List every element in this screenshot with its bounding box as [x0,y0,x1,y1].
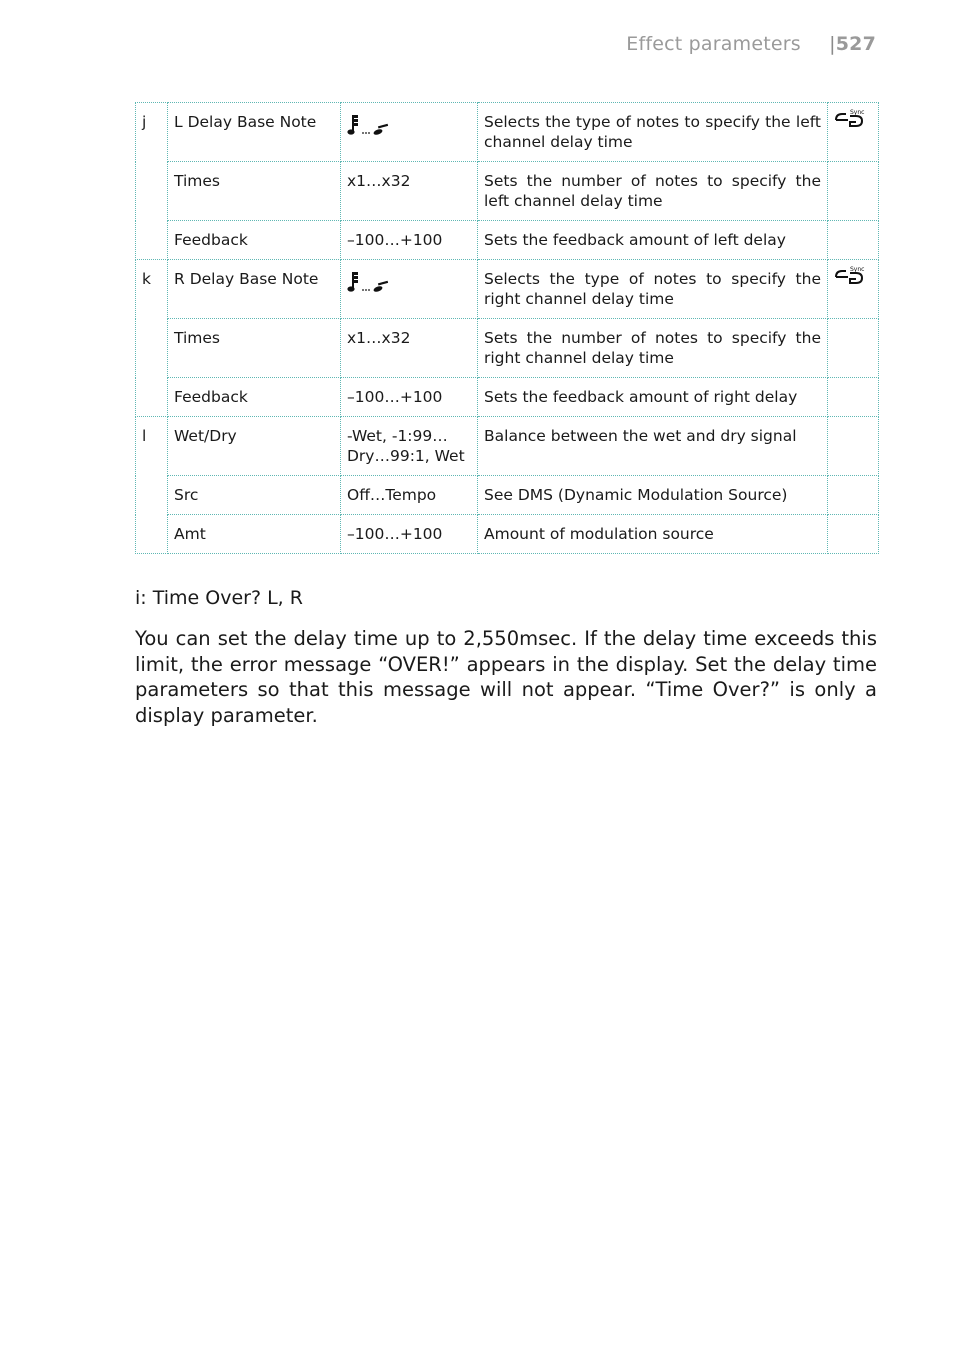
parameter-table [135,102,879,554]
param-name: Src [168,476,341,515]
table-row [136,319,879,378]
sync-cell [828,515,879,554]
param-value-line: -Wet, -1:99… [347,427,448,445]
section-title: i: Time Over? L, R [135,587,303,609]
param-name: Feedback [168,378,341,417]
param-value: x1…x32 [341,162,478,221]
table-row [136,417,879,476]
table-row [136,476,879,515]
section-body: You can set the delay time up to 2,550msec. If the delay time exceeds this limit, the error message “OVER!” appears in the display. Set the delay time parameters so that this message will not appear. “Time Over?” is only a display parameter. [135,627,877,728]
sync-cell [828,103,879,162]
param-description: Selects the type of notes to specify the left channel delay time [478,103,828,162]
param-name: Amt [168,515,341,554]
sync-cell [828,417,879,476]
param-value [341,103,478,162]
sync-cell [828,162,879,221]
table-row [136,260,879,319]
header-separator: | [829,33,836,55]
param-value [341,417,478,476]
sync-cell [828,476,879,515]
param-value: –100…+100 [341,221,478,260]
param-name: R Delay Base Note [168,260,341,319]
param-description: Balance between the wet and dry signal [478,417,828,476]
param-name: L Delay Base Note [168,103,341,162]
sync-cell [828,260,879,319]
param-value: x1…x32 [341,319,478,378]
param-value [341,260,478,319]
param-value: –100…+100 [341,515,478,554]
param-name: Wet/Dry [168,417,341,476]
param-description: Amount of modulation source [478,515,828,554]
page-header [626,33,876,55]
row-key: k [136,260,168,417]
param-name: Times [168,162,341,221]
param-description: Sets the feedback amount of left delay [478,221,828,260]
table-row [136,103,879,162]
sync-cell [828,221,879,260]
row-key: l [136,417,168,554]
param-description: See DMS (Dynamic Modulation Source) [478,476,828,515]
sync-icon-label: Sync [850,109,865,116]
sync-icon-label: Sync [850,266,865,273]
table-row [136,221,879,260]
param-description: Sets the number of notes to specify the left channel delay time [478,162,828,221]
tempo-sync-icon [834,108,868,133]
param-description: Sets the feedback amount of right delay [478,378,828,417]
param-value: Off…Tempo [341,476,478,515]
sync-cell [828,378,879,417]
sync-cell [828,319,879,378]
param-name: Times [168,319,341,378]
param-description: Selects the type of notes to specify the right channel delay time [478,260,828,319]
param-name: Feedback [168,221,341,260]
note-range-icon [347,270,389,299]
param-description: Sets the number of notes to specify the right channel delay time [478,319,828,378]
table-row [136,515,879,554]
page-number: 527 [835,33,876,55]
tempo-sync-icon [834,265,868,290]
header-section-title: Effect parameters [626,33,801,55]
param-value: –100…+100 [341,378,478,417]
param-value-line: Dry…99:1, Wet [347,447,465,465]
note-range-icon [347,113,389,142]
table-row [136,162,879,221]
table-row [136,378,879,417]
row-key: j [136,103,168,260]
